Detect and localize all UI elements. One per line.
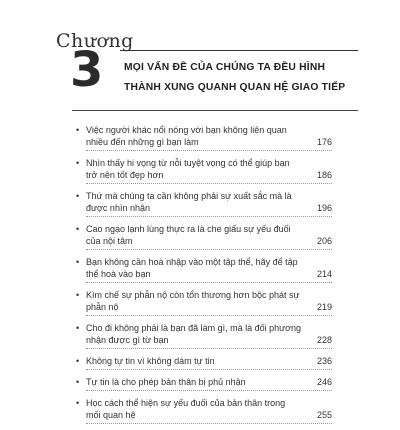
toc-entry-page: 236 (316, 356, 332, 366)
table-of-contents (76, 124, 332, 430)
toc-entry-title: Cho đi không phải là bạn đã làm gì, mà là đối phương nhận được gì từ bạn (86, 323, 302, 345)
toc-entry (76, 355, 332, 370)
toc-entry-title: Nhìn thấy hi vọng từ nỗi tuyệt vọng có thể giúp bạn trở nên tốt đẹp hơn (86, 158, 290, 180)
chapter-title-line-2: THÀNH XUNG QUANH QUAN HỆ GIAO TIẾP (124, 82, 346, 93)
toc-entry-page: 219 (316, 302, 332, 312)
toc-entry (76, 289, 332, 316)
toc-entry-title: Không tự tin vì không dám tự tin (86, 356, 215, 366)
toc-entry (76, 322, 332, 349)
toc-entry-page: 206 (316, 236, 332, 246)
toc-entry (76, 124, 332, 151)
chapter-title (124, 58, 345, 98)
bullet-icon: • (76, 377, 80, 387)
title-divider (72, 110, 358, 111)
bullet-icon: • (76, 290, 80, 300)
bullet-icon: • (76, 323, 80, 333)
toc-entry (76, 157, 332, 184)
toc-entry-title: Tự tin là cho phép bản thân bị phủ nhận (86, 377, 246, 387)
toc-entry-page: 196 (316, 203, 332, 213)
toc-entry (76, 376, 332, 391)
bullet-icon: • (76, 191, 80, 201)
toc-entry-title: Cao ngạo lạnh lùng thực ra là che giấu sự yếu đuối của nội tâm (86, 224, 291, 246)
toc-entry (76, 190, 332, 217)
toc-entry-page: 255 (316, 410, 332, 420)
bullet-icon: • (76, 125, 80, 135)
toc-entry-title: Kìm chế sự phẫn nộ còn tổn thương hơn bộc phát sự phẫn nộ (86, 290, 300, 312)
toc-entry-page: 228 (316, 335, 332, 345)
toc-entry-page: 176 (316, 137, 332, 147)
chapter-title-line-1: MỌI VẤN ĐỀ CỦA CHÚNG TA ĐỀU HÌNH (124, 62, 326, 73)
toc-entry-title: Việc người khác nổi nóng với bạn không liên quan nhiều đến những gì bạn làm (86, 125, 287, 147)
bullet-icon: • (76, 398, 80, 408)
toc-entry-title: Học cách thể hiện sự yếu đuối của bản thân trong mối quan hệ (86, 398, 286, 420)
bullet-icon: • (76, 224, 80, 234)
toc-entry (76, 223, 332, 250)
toc-entry (76, 256, 332, 283)
bullet-icon: • (76, 356, 80, 366)
toc-entry-page: 214 (316, 269, 332, 279)
toc-entry-page: 186 (316, 170, 332, 180)
toc-entry-title: Thứ mà chúng ta cần không phải sự xuất sắc mà là được nhìn nhận (86, 191, 292, 213)
bullet-icon: • (76, 257, 80, 267)
chapter-number: 3 (70, 42, 104, 98)
chapter-rule (120, 50, 358, 51)
toc-entry-title: Bạn không cần hoà nhập vào một tập thể, hãy để tập thể hoà vào bạn (86, 257, 298, 279)
toc-entry (76, 397, 332, 424)
chapter-label: Chương (56, 30, 134, 52)
toc-entry-page: 246 (316, 377, 332, 387)
bullet-icon: • (76, 158, 80, 168)
